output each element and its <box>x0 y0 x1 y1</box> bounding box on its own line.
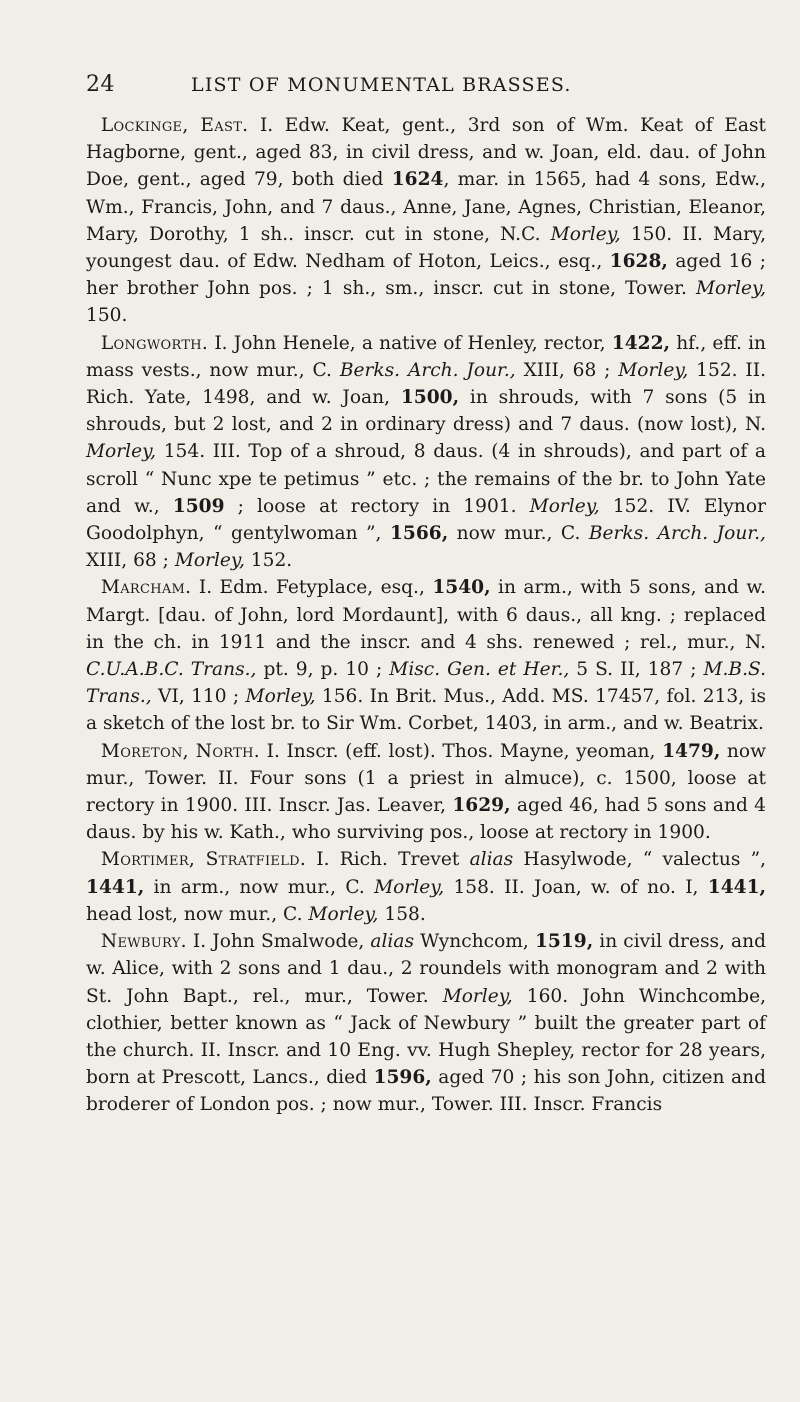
text-run: Morley, <box>374 876 445 898</box>
text-run: now mur., Tower. II. Four sons (1 a priest in almuce), c. 1500, loose at rectory in 1900. III. Inscr. Jas. Leaver, <box>86 740 766 817</box>
text-run: 154. III. Top of a shroud, 8 daus. (4 in shrouds), and part of a scroll “ Nunc xpe te petimus ” etc. ; the remains of the br. to John Yate and w., <box>86 441 766 517</box>
text-run: I. John Henele, a native of Henley, rector, <box>208 332 612 354</box>
text-run: 1479, <box>662 740 721 762</box>
text-run: alias <box>469 849 514 871</box>
text-run: 1441, <box>707 876 766 898</box>
text-run: Hasylwode, “ valectus ”, <box>513 849 766 871</box>
entry-place-name: Marcham. <box>100 577 192 599</box>
text-run: I. John Smalwode, <box>186 931 371 953</box>
entry-paragraph <box>86 574 766 737</box>
page-header <box>86 72 766 106</box>
text-run: 158. <box>378 903 426 925</box>
text-run: in arm., now mur., C. <box>144 876 375 898</box>
text-run: I. Edm. Fetyplace, esq., <box>191 577 433 599</box>
text-run: 1540, <box>432 577 491 599</box>
text-run: XIII, 68 ; <box>86 550 175 572</box>
text-run: Morley, <box>174 550 245 572</box>
entry-place-name: Lockinge, East. <box>100 115 249 136</box>
text-run: aged 46, had 5 sons and 4 daus. by his w. Kath., who surviving pos., loose at rectory in 1900. <box>86 795 766 844</box>
text-run: pt. 9, p. 10 ; <box>256 659 390 681</box>
text-run: I. Inscr. (eff. lost). Thos. Mayne, yeoman, <box>259 740 663 762</box>
entry-place-name: Longworth. <box>100 332 209 354</box>
text-run: 150. <box>86 305 128 327</box>
running-head: LIST OF MONUMENTAL BRASSES. <box>191 74 572 96</box>
text-run: Morley, <box>442 985 513 1007</box>
entry-paragraph <box>86 330 766 575</box>
text-run: I. Rich. Trevet <box>306 849 470 871</box>
text-run: Berks. Arch. Jour., <box>339 359 516 381</box>
entry-text <box>86 115 766 326</box>
entry-place-name: Moreton, North. <box>100 740 260 762</box>
text-run: Misc. Gen. et Her., <box>389 659 570 681</box>
text-run: 1629, <box>452 795 511 817</box>
text-run: 5 S. II, 187 ; <box>569 659 704 681</box>
text-run: hf., eff. in mass vests., now mur., C. <box>86 332 766 381</box>
text-run: 1500, <box>400 387 460 409</box>
text-run: 1509 <box>172 495 225 517</box>
entry-place-name: Newbury. <box>100 931 187 953</box>
text-run: Morley, <box>308 903 379 925</box>
text-run: alias <box>370 931 414 953</box>
entry-paragraph <box>86 738 766 847</box>
text-run: 1519, <box>534 931 594 953</box>
text-run: 1624 <box>391 169 444 191</box>
text-run: Morley, <box>529 495 600 517</box>
text-run: 1628, <box>609 251 668 273</box>
entry-paragraph <box>86 846 766 928</box>
text-run: head lost, now mur., C. <box>86 903 309 925</box>
entry-text <box>86 931 766 1115</box>
text-run: Berks. Arch. Jour., <box>588 523 766 545</box>
text-run: aged 16 ; her brother John pos. ; 1 sh., sm., inscr. cut in stone, Tower. <box>86 251 766 300</box>
text-run: in arm., with 5 sons, and w. Margt. [dau. of John, lord Mordaunt], with 6 daus., all kng. ; replaced in the ch. in 1911 and the inscr. and 4 shs. renewed ; rel., mur., N. <box>86 577 766 653</box>
text-run: Morley, <box>86 441 157 463</box>
entry-text <box>86 333 766 572</box>
text-run: in civil dress, and w. Alice, with 2 sons and 1 dau., 2 roundels with monogram and 2 with St. John Bapt., rel., mur., Tower. <box>86 931 767 1007</box>
text-run: 152. II. Rich. Yate, 1498, and w. Joan, <box>86 359 767 409</box>
text-run: 150. II. Mary, youngest dau. of Edw. Nedham of Hoton, Leics., esq., <box>86 223 766 273</box>
text-run: VI, 110 ; <box>151 686 246 708</box>
text-run: now mur., C. <box>448 523 589 545</box>
text-run: 1441, <box>86 876 145 898</box>
text-run: 158. II. Joan, w. of no. I, <box>444 876 708 898</box>
text-run: ; loose at rectory in 1901. <box>224 495 530 517</box>
text-run: 156. In Brit. Mus., Add. MS. 17457, fol. 213, is a sketch of the lost br. to Sir Wm. Corbet, 1403, in arm., and w. Beatrix. <box>86 686 766 735</box>
text-run: Morley, <box>618 359 689 381</box>
text-run: 160. John Winchcombe, clothier, better known as “ Jack of Newbury ” built the greater part of the church. II. Inscr. and 10 Eng. vv. Hugh Shepley, rector for 28 years, born at Prescott, Lancs., died <box>86 985 766 1089</box>
entry-paragraph <box>86 928 766 1118</box>
text-run: 1422, <box>611 332 671 354</box>
text-run: 152. IV. Elynor Goodolphyn, “ gentylwoman ”, <box>86 495 766 545</box>
page-number: 24 <box>86 72 115 97</box>
page-body <box>86 112 766 1119</box>
text-run: 1566, <box>389 523 449 545</box>
text-run: Wynchcom, <box>414 931 535 953</box>
text-run: 152. <box>244 550 293 572</box>
text-run: 1596, <box>373 1067 432 1089</box>
text-run: C.U.A.B.C. Trans., <box>86 659 257 681</box>
text-run: aged 70 ; his son John, citizen and broderer of London pos. ; now mur., Tower. III. Inscr. Francis <box>86 1067 766 1116</box>
text-run: , mar. in 1565, had 4 sons, Edw., Wm., Francis, John, and 7 daus., Anne, Jane, Agnes, Christian, Eleanor, Mary, Dorothy, 1 sh.. inscr. cut in stone, N.C. <box>86 169 766 245</box>
entry-text <box>86 577 766 734</box>
text-run: Morley, <box>695 278 766 300</box>
text-run: I. Edw. Keat, gent., 3rd son of Wm. Keat of East Hagborne, gent., aged 83, in civil dress, and w. Joan, eld. dau. of John Doe, gent., aged 79, both died <box>86 115 766 191</box>
text-run: M.B.S. Trans., <box>86 659 766 708</box>
entry-place-name: Mortimer, Stratfield. <box>100 849 307 871</box>
text-run: in shrouds, with 7 sons (5 in shrouds, but 2 lost, and 2 in ordinary dress) and 7 daus. (now lost), N. <box>86 387 766 436</box>
text-run: Morley, <box>550 223 621 245</box>
text-run: Morley, <box>245 686 316 708</box>
text-run: XIII, 68 ; <box>515 359 619 381</box>
entry-paragraph <box>86 112 766 330</box>
